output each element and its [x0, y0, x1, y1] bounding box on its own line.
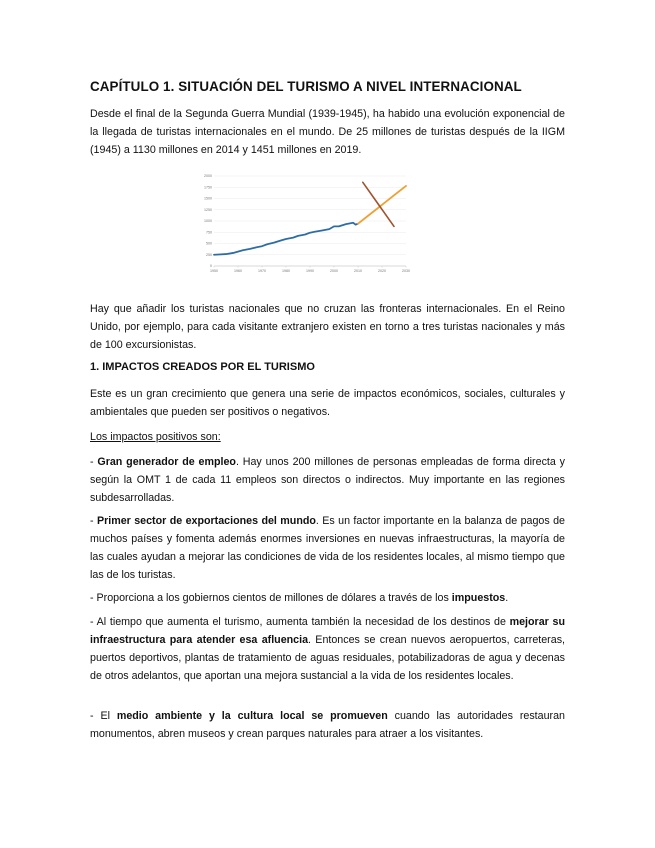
- y-tick-label: 0: [210, 264, 212, 269]
- tourism-arrivals-chart: [200, 170, 412, 278]
- y-tick-label: 1750: [204, 185, 212, 190]
- chapter-title: CAPÍTULO 1. SITUACIÓN DEL TURISMO A NIVEL INTERNACIONAL: [90, 79, 522, 94]
- series-line-projection: [358, 186, 406, 224]
- impact-employment-title: Gran generador de empleo: [97, 456, 236, 468]
- x-tick-label: 2010: [354, 269, 362, 273]
- y-tick-label: 1250: [204, 207, 212, 212]
- series-line-actual: [214, 223, 358, 255]
- section-heading: 1. IMPACTOS CREADOS POR EL TURISMO: [90, 361, 315, 373]
- impact-exports-title: Primer sector de exportaciones del mundo: [96, 515, 316, 527]
- impact-infrastructure-title: mejorar su infraestructura para atender esa afluencia: [90, 616, 565, 646]
- y-tick-label: 1500: [204, 196, 212, 201]
- y-tick-label: 2000: [204, 174, 212, 179]
- x-tick-label: 2020: [378, 269, 386, 273]
- x-tick-label: 2000: [330, 269, 338, 273]
- chart-y-ticks: [204, 174, 212, 268]
- chart-x-ticks: [210, 269, 410, 273]
- impact-employment: - Gran generador de empleo. Hay unos 200 millones de personas empleadas de forma directa y según la OMT 1 de cada 11 empleos son directos o indirectos. Muy importante en las regiones subdesarrolladas.: [90, 456, 565, 504]
- y-tick-label: 1000: [204, 219, 212, 224]
- impact-taxes-title: impuestos: [451, 592, 506, 604]
- x-tick-label: 1970: [258, 269, 266, 273]
- y-tick-label: 500: [206, 241, 212, 246]
- x-tick-label: 1980: [282, 269, 290, 273]
- impact-infrastructure: - Al tiempo que aumenta el turismo, aumenta también la necesidad de los destinos de mejorar su infraestructura para atender esa afluencia. Entonces se crean nuevos aeropuertos, carreteras, puertos deportivos, plantas de tratamiento de aguas residuales, potabilizadoras de agua y decenas de otros adelantos, que aportan una mejora sustancial a la vida de los residentes locales.: [90, 616, 566, 682]
- x-tick-label: 1990: [306, 269, 314, 273]
- chart-grid: [214, 176, 406, 268]
- intro-paragraph: Desde el final de la Segunda Guerra Mundial (1939-1945), ha habido una evolución exponencial de la llegada de turistas internacionales en el mundo. De 25 millones de turistas después de la IIGM (1945) a 1130 millones en 2014 y 1451 millones en 2019.: [90, 108, 565, 156]
- domestic-tourism-paragraph: Hay que añadir los turistas nacionales que no cruzan las fronteras internacionales. En el Reino Unido, por ejemplo, para cada visitante extranjero existen en torno a tres turistas nacionales y más de 100 excursionistas.: [90, 303, 565, 351]
- section-intro-paragraph: Este es un gran crecimiento que genera una serie de impactos económicos, sociales, culturales y ambientales que pueden ser positivos o negativos.: [90, 388, 565, 418]
- impact-environment-title: medio ambiente y la cultura local se promueven: [116, 710, 388, 722]
- x-tick-label: 1960: [234, 269, 242, 273]
- x-tick-label: 2030: [402, 269, 410, 273]
- positive-impacts-heading: Los impactos positivos son:: [90, 431, 221, 443]
- impact-exports: - Primer sector de exportaciones del mundo. Es un factor importante en la balanza de pagos de muchos países y fomenta además enormes inversiones en nuevas infraestructuras, la mayoría de las cuales ayudan a mejorar las condiciones de vida de los residentes locales, al mismo tiempo que las de los turistas.: [90, 515, 565, 581]
- chart-series: [214, 182, 406, 254]
- x-tick-label: 1950: [210, 269, 218, 273]
- impact-environment: - El medio ambiente y la cultura local se promueven cuando las autoridades restauran monumentos, abren museos y crean parques naturales para atraer a los visitantes.: [90, 710, 565, 740]
- y-tick-label: 750: [206, 230, 212, 235]
- impact-taxes: - Proporciona a los gobiernos cientos de millones de dólares a través de los impuestos.: [90, 592, 509, 604]
- y-tick-label: 250: [206, 252, 212, 257]
- series-line-annotation-line: [363, 182, 394, 226]
